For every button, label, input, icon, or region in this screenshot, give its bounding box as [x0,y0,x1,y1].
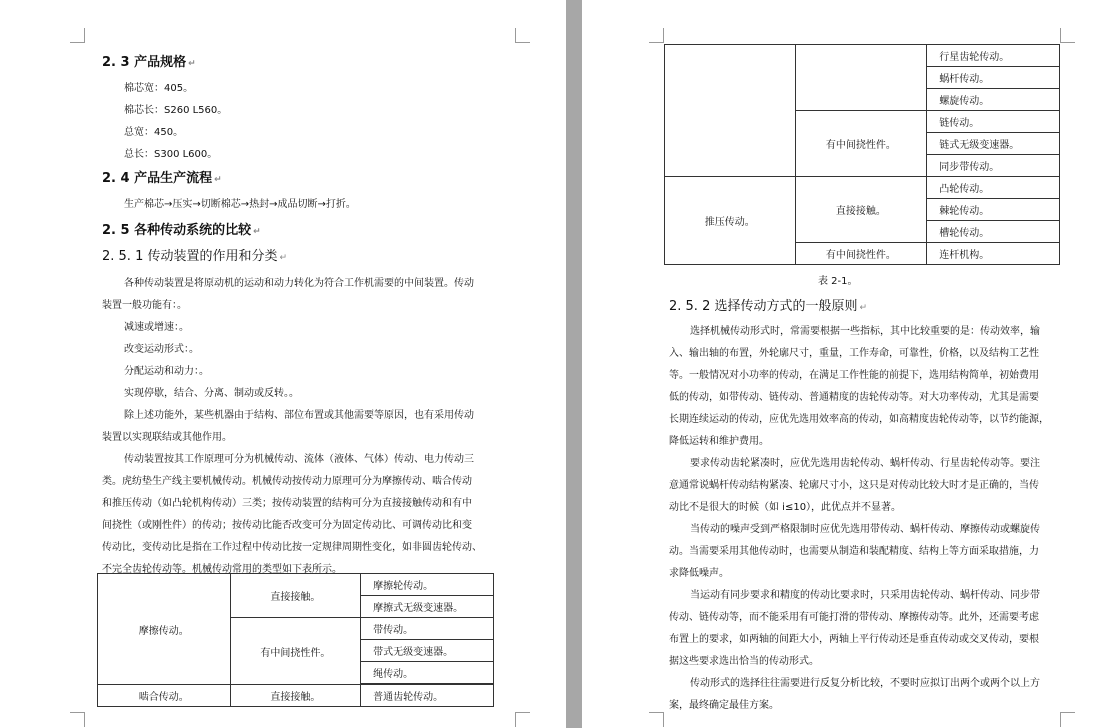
crop-mark [649,28,664,43]
crop-mark [1060,28,1075,43]
body-line: 布置上的要求，如两轴的间距大小，两轴上平行传动还是垂直传动或交叉传动，要根 [669,634,1039,645]
table-cell-item: 凸轮传动。 [927,177,1060,199]
body-line: 传动比，变传动比是指在工作过程中传动比按一定规律周期性变化，如非圆齿轮传动、 [102,542,482,553]
table-cell-item: 绳传动。 [361,662,494,684]
body-line: 等。一般情况对小功率的传动，在满足工作性能的前提下，选用结构简单，初始费用 [669,370,1039,381]
body-line: 间挠性（或刚性件）的传动；按传动比能否改变可分为固定传动比、可调传动比和变 [102,520,472,531]
document-page-right [582,0,1111,728]
table-cell-item: 链传动。 [927,111,1060,133]
table-cell-empty [665,45,796,177]
table-cell-item: 普通齿轮传动。 [361,685,494,707]
table-cell-subtype: 直接接触。 [230,685,361,707]
crop-mark [1060,712,1075,727]
table-cell-subtype: 直接接触。 [230,574,361,618]
body-line: 意通常说蜗杆传动结构紧凑、轮廓尺寸小，这只是对传动比较大时才是正确的，当传 [669,480,1039,491]
transmission-table-part1 [97,573,494,707]
table-cell-category: 推压传动。 [665,177,796,265]
table-cell-subtype: 有中间挠性件。 [795,243,927,265]
function-line: 分配运动和动力：。 [124,366,209,377]
table-cell-item: 同步带传动。 [927,155,1060,177]
crop-mark [515,28,530,43]
process-line: 生产棉芯→压实→切断棉芯→热封→成品切断→打折。 [124,199,356,210]
table-cell-item: 链式无级变速器。 [927,133,1060,155]
table-cell-item: 行星齿轮传动。 [927,45,1060,67]
table-cell-item: 蜗杆传动。 [927,67,1060,89]
body-line: 动比不是很大的时候（如 i≤10），此优点并不显著。 [669,502,902,513]
body-line: 装置以实现联结或其他作用。 [102,432,232,443]
crop-mark [649,712,664,727]
body-line: 低的传动，如带传动、链传动、普通精度的齿轮传动等。对大功率传动，尤其是需要 [669,392,1039,403]
body-line: 装置一般功能有：。 [102,300,187,311]
body-line: 选择机械传动形式时，常需要根据一些指标，其中比较重要的是：传动效率，输 [690,326,1040,337]
body-line: 入、输出轴的布置，外轮廓尺寸，重量，工作寿命，可靠性，价格，以及结构工艺性 [669,348,1039,359]
table-cell-empty [795,45,927,111]
body-line: 类。虎纺垫生产线主要机械传动。机械传动按传动力原理可分为摩擦传动、啮合传动 [102,476,472,487]
body-line: 当运动有同步要求和精度的传动比要求时，只采用齿轮传动、蜗杆传动、同步带 [690,590,1040,601]
crop-mark [70,28,85,43]
body-line: 降低运转和维护费用。 [669,436,769,447]
function-line: 改变运动形式：。 [124,344,199,355]
body-line: 不完全齿轮传动等。机械传动常用的类型如下表所示。 [102,564,342,575]
spec-line: 总长：S300 L600。 [124,149,218,160]
table-cell-item: 带式无级变速器。 [361,640,494,662]
spec-line: 棉芯长：S260 L560。 [124,105,228,116]
body-line: 和推压传动（如凸轮机构传动）三类；按传动装置的结构可分为直接接触传动和有中 [102,498,472,509]
table-caption: 表 2-1。 [818,276,858,287]
body-line: 传动、链传动等，而不能采用有可能打滑的带传动、摩擦传动等。此外，还需要考虑 [669,612,1039,623]
table-cell-item: 槽轮传动。 [927,221,1060,243]
table-cell-item: 带传动。 [361,618,494,640]
table-cell-subtype: 直接接触。 [795,177,927,243]
body-line: 求降低噪声。 [669,568,729,579]
body-line: 据这些要求选出恰当的传动形式。 [669,656,819,667]
page-gap [566,0,582,728]
transmission-table-part2 [664,44,1060,265]
section-heading: 2. 5 各种传动系统的比较 ↵ [102,223,261,238]
section-heading: 2. 4 产品生产流程 ↵ [102,171,222,186]
body-line: 要求传动齿轮紧凑时，应优先选用齿轮传动、蜗杆传动、行星齿轮传动等。要注 [690,458,1040,469]
spec-line: 总宽：450。 [124,127,184,138]
body-line: 当传动的噪声受到严格限制时应优先选用带传动、蜗杆传动、摩擦传动或螺旋传 [690,524,1040,535]
table-cell-item: 棘轮传动。 [927,199,1060,221]
body-line: 案，最终确定最佳方案。 [669,700,779,711]
crop-mark [515,712,530,727]
table-cell-subtype: 有中间挠性件。 [230,618,361,685]
body-line: 各种传动装置是将原动机的运动和动力转化为符合工作机需要的中间装置。传动 [124,278,474,289]
function-line: 实现停歇，结合、分离、制动或反转。。 [124,388,299,399]
table-cell-category: 啮合传动。 [98,685,231,707]
subsection-heading: 2. 5. 2 选择传动方式的一般原则 ↵ [669,299,868,314]
crop-mark [70,712,85,727]
body-line: 除上述功能外，某些机器由于结构、部位布置或其他需要等原因，也有采用传动 [124,410,474,421]
table-cell-item: 摩擦轮传动。 [361,574,494,596]
function-line: 减速或增速：。 [124,322,189,333]
section-heading: 2. 3 产品规格 ↵ [102,55,196,70]
table-cell-category: 摩擦传动。 [98,574,231,685]
table-cell-item: 摩擦式无级变速器。 [361,596,494,618]
body-line: 传动形式的选择往往需要进行反复分析比较，不要时应拟订出两个或两个以上方 [690,678,1040,689]
table-cell-item: 螺旋传动。 [927,89,1060,111]
body-line: 传动装置按其工作原理可分为机械传动、流体（液体、气体）传动、电力传动三 [124,454,474,465]
body-line: 动。当需要采用其他传动时，也需要从制造和装配精度、结构上等方面采取措施，力 [669,546,1039,557]
table-cell-item: 连杆机构。 [927,243,1060,265]
body-line: 长期连续运动的传动，应优先选用效率高的传动，如高精度齿轮传动等，以节约能源， [669,414,1049,425]
subsection-heading: 2. 5. 1 传动装置的作用和分类 ↵ [102,249,288,264]
spec-line: 棉芯宽：405。 [124,83,194,94]
table-cell-subtype: 有中间挠性件。 [795,111,927,177]
